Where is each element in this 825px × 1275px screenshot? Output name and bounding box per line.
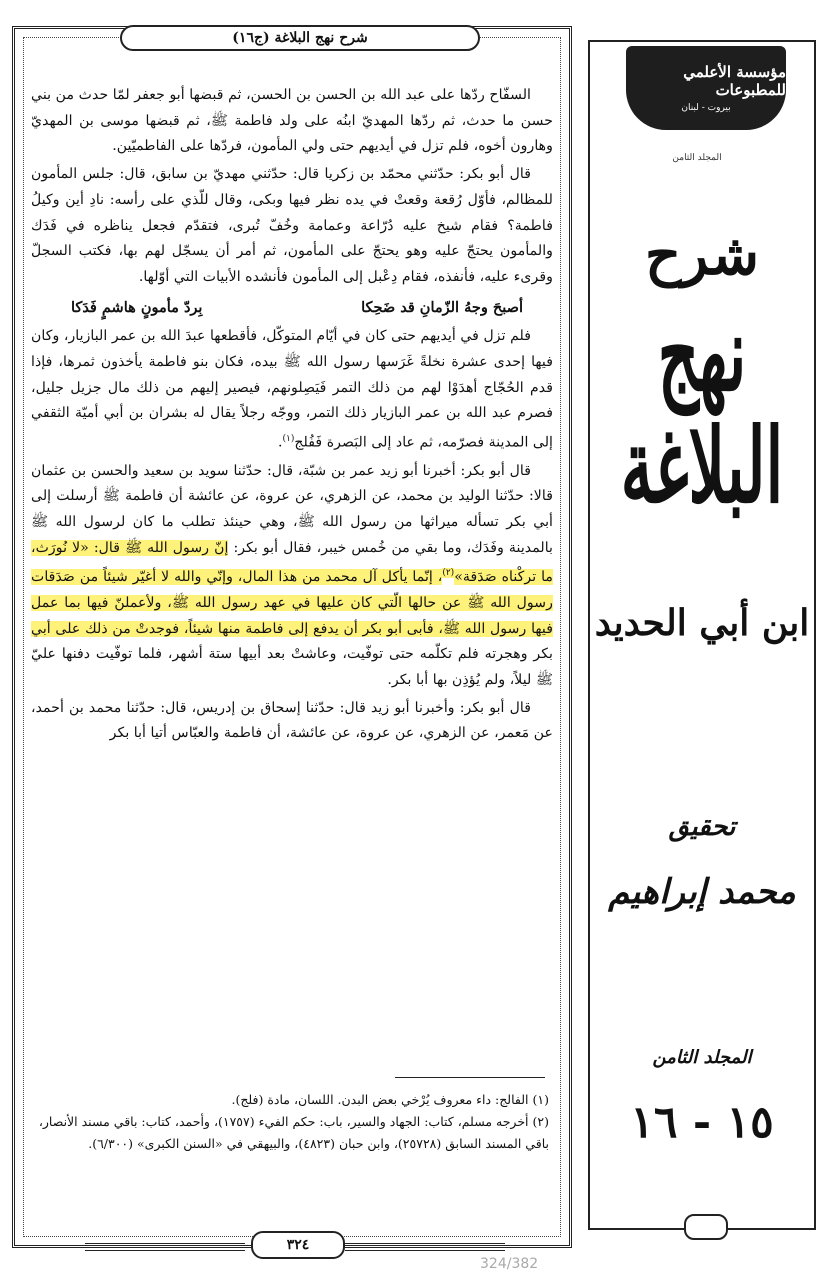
footnotes <box>35 1089 549 1155</box>
verse-first-hemistich: أصبحَ وجهُ الزّمانِ قد ضَحِكا <box>361 298 523 316</box>
publisher-location: بيروت - لبنان <box>681 103 731 113</box>
poetry-verse <box>31 293 553 323</box>
bottom-ornament-left <box>85 1243 245 1251</box>
cover-volume-label: المجلد الثامن <box>652 1047 752 1068</box>
running-header: شرح نهج البلاغة (ج١٦) <box>120 25 480 51</box>
paragraph-2: قال أبو بكر: حدّثني محمّد بن زكريا قال: حدّثني مهديّ بن سابق، قال: جلس المأمون للمظالم، فأوّل رُقعة وقعتْ في يده نظر فيها وبكى، وقال للّذي على رأسه: نادِ أين وكيلُ فاطمة؟ فقام شيخ عليه دُرّاعة وعمامة وخُفّ تُبرى، فتقدّم فجعل يناظره في فَدَك والمأمون يحتجّ عليه وهو يحتجّ على المأمون، ثم أمر أن يسجّل لهم بها، فكتب السجلّ وقرىء عليه، فأنفذه، فقام دِعْبل إلى المأمون فأنشده الأبيات التي أوّلها. <box>31 166 553 285</box>
page-number: ٣٢٤ <box>251 1231 345 1259</box>
viewer-page-counter: 324/382 <box>480 1256 539 1272</box>
cover-volume-parts: ١٥ - ١٦ <box>630 1097 774 1148</box>
footnote-2: (٢) أخرجه مسلم، كتاب: الجهاد والسير، باب: حكم الفيء (١٧٥٧)، وأحمد، كتاب: باقي مسند الأنصار، باقي المسند السابق (٢٥٧٢٨)، وابن حبان (٤٨٢٣)، والبيهقي في «السنن الكبرى» (٦/٣٠٠). <box>38 1114 549 1151</box>
highlighted-hadith: إنّ رسول الله ﷺ قال: «لا نُورَث، ما تركْناه صَدَقة» <box>31 539 553 586</box>
cover-author: ابن أبي الحديد <box>594 602 810 644</box>
cover-subtitle: المجلد الثامن <box>672 153 722 163</box>
paragraph-4-end: بكر وهجرته فلم تكلّمه حتى توفّيت، وعاشتْ بعد أبيها ستة أشهر، فلما توفّيت دفنها عليّ ﷺ ليلاً، ولم يُؤذِن بها أبا بكر. <box>31 646 553 688</box>
footnote-divider <box>395 1077 545 1078</box>
highlighted-passage: ، إنّما يأكل آل محمد من هذا المال، وإنّي والله لا أغيّر شيئاً من صَدَقات رسول الله ﷺ عن حالها الّتي كان عليها في عهد رسول الله ﷺ، ولأعملنّ فيها بما عمل فيها رسول الله ﷺ، فأبى أبو بكر أن يدفع إلى فاطمة منها شيئاً، فوجدتْ من ذلك على أبي <box>31 569 553 637</box>
verse-second-hemistich: بِردّ مأمونٍ هاشمٍ فَدَكا <box>71 298 203 316</box>
bottom-ornament-right <box>345 1243 505 1251</box>
paragraph-3 <box>31 324 553 456</box>
cover-tahqiq: تحقيق <box>668 812 736 842</box>
paragraph-5: قال أبو بكر: وأخبرنا أبو زيد قال: حدّثنا إسحاق بن إدريس، قال: حدّثنا محمد بن أحمد، عن مَعمر، عن الزهري، عن عروة، عن عائشة، أن فاطمة والعبّاس أتيا أبا بكر <box>31 699 553 742</box>
footnote-1: (١) الفالج: داء معروف يُرْخي بعض البدن. اللسان، مادة (فلج). <box>231 1092 549 1107</box>
main-text <box>31 83 553 749</box>
cover-title-main: نهج البلاغة <box>620 295 784 528</box>
paragraph-4-start: قال أبو بكر: أخبرنا أبو زيد عمر بن شبّة، قال: حدّثنا سويد بن سعيد والحسن بن عثمان قالا: حدّثنا الوليد بن محمد، عن الزهري، عن عروة، عن عائشة أن فاطمة ﷺ أرسلت إلى أبي بكر تسأله ميراثها من رسول الله ﷺ، وهي حينئذ تطلب ما كان لرسول الله ﷺ بالمدينة وفَدَك، وما بقي من خُمس خيبر، فقال أبو بكر: <box>31 462 554 556</box>
paragraph-3-text: فلم تزل في أيديهم حتى كان في أيّام المتوكّل، فأقطعها عبدَ الله بن عمر البازيار، وكان فيها إحدى عشرة نخلةً غَرَسها رسول الله ﷺ بيده، فكان بنو فاطمة يأخذون ثمرها، فإذا قدم الحُجّاج أهدَوْا لهم من ذلك التمر فَيَصِلونهم، فيصير إليهم من ذلك مال جزيل جليل، فصرم عبد الله بن عمر البازيار ذلك التمر، ووجّه رجلاً يقال له بشران بن أبي أميّة الثقفي إلى المدينة فصرّمه، ثم عاد إلى البَصرة فَفُلج <box>31 328 553 451</box>
paragraph-1: السفّاح ردّها على عبد الله بن الحسن بن الحسن، ثم قبضها أبو جعفر لمّا حدث من بني حسن ما حدث، ثم ردّها المهديّ ابنُه على ولد فاطمة ﷺ، ثم قبضها موسى بن المهديّ وهارون أخوه، فلم تزل في أيديهم حتى ولي المأمون، فردّها على الفاطميّين. <box>31 87 553 155</box>
book-page <box>12 26 572 1253</box>
publisher-banner <box>626 46 786 130</box>
footnote-ref-1[interactable]: (١) <box>282 434 295 445</box>
book-cover <box>588 40 816 1230</box>
footnote-ref-2[interactable]: (٢) <box>442 568 455 579</box>
paragraph-3-end: . <box>277 434 283 451</box>
cover-title-sharh: شرح <box>645 222 759 288</box>
cover-bottom-tab <box>684 1214 728 1240</box>
publisher-name: مؤسسة الأعلمي للمطبوعات <box>683 63 786 99</box>
cover-editor: محمد إبراهيم <box>608 872 796 912</box>
paragraph-4 <box>31 459 553 694</box>
